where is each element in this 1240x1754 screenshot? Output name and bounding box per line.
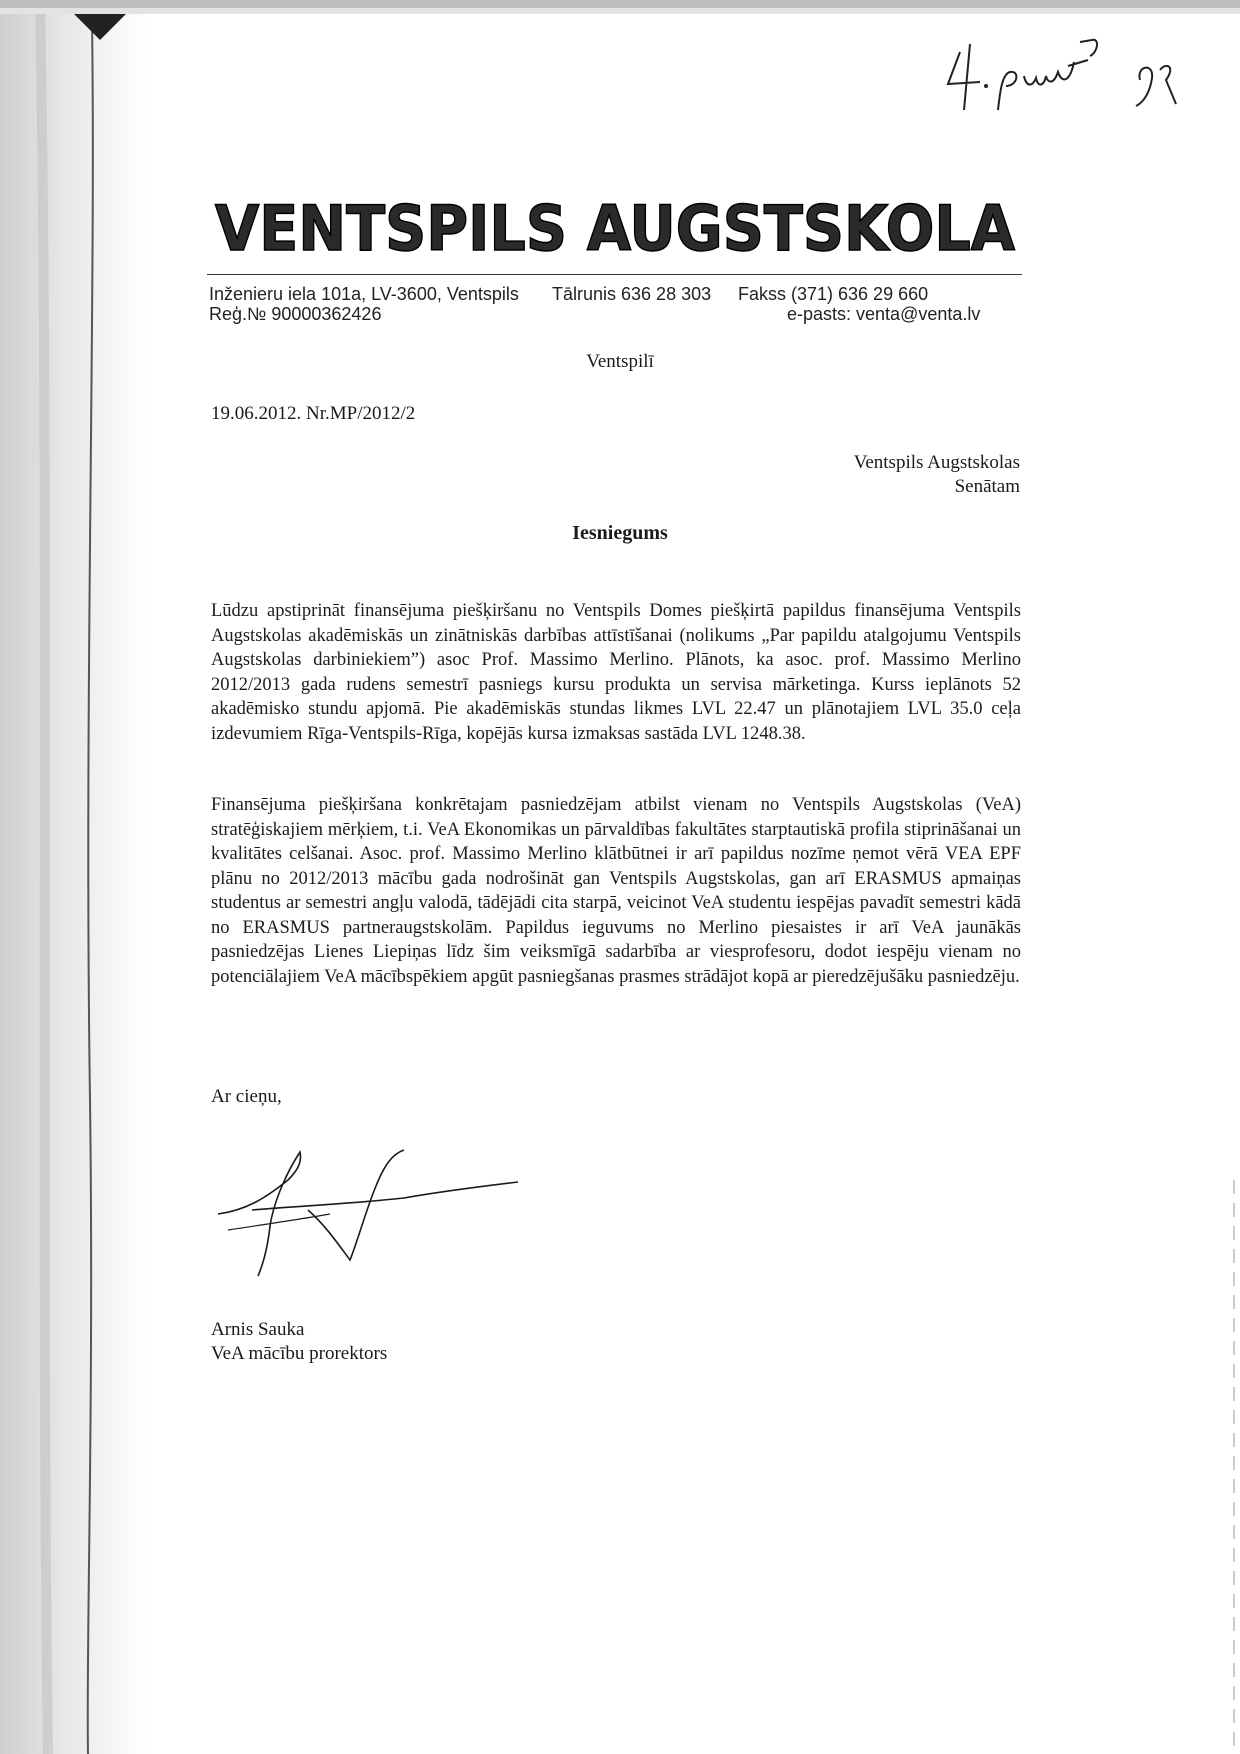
letterhead-phone: Tālrunis 636 28 303 [552, 284, 712, 304]
paragraph-1: Lūdzu apstiprināt finansējuma piešķiršanu no Ventspils Domes piešķirtā papildus finansējuma Ventspils Augstskolas akadēmiskās un zinātniskās darbības attīstīšanai (nolikums „Par papildu atalgojumu Ventspils Augstskolas darbiniekiem”) asoc Prof. Massimo Merlino. Plānots, ka asoc. prof. Massimo Merlino 2012/2013 gada rudens semestrī pasniegs kursu produkta un servisa mārketinga. Kurss ieplānots 52 akadēmisko stundu apjomā. Pie akadēmiskās stundas likmes LVL 22.47 un plānotajiem LVL 35.0 ceļa izdevumiem Rīga-Ventspils-Rīga, kopējās kursa izmaksas sastāda LVL 1248.38. [211, 601, 1021, 744]
recipient-line-1: Ventspils Augstskolas [853, 452, 1020, 473]
paragraph-2: Finansējuma piešķiršana konkrētajam pasniedzējam atbilst vienam no Ventspils Augstskolas (VeA) stratēģiskajiem mērķiem, t.i. VeA Ekonomikas un pārvaldības fakultātes starptautiskā profila stiprināšanai un kvalitātes celšanai. Asoc. prof. Massimo Merlino klātbūtnei ir arī papildus nozīme ņemot vērā VEA EPF plānu no 2012/2013 mācību gada nodrošināt gan Ventspils Augstskolas, gan arī ERASMUS apmaiņas studentus ar semestri angļu valodā, tādējādi cita starpā, veicinot VeA studentu iespējas pavadīt semestri kādā no ERASMUS partneraugstskolām. Papildus ieguvums no Merlino piesaistes ir arī VeA jaunākās pasniedzējas Lienes Liepiņas līdz šim veiksmīgā sadarbība ar viesprofesoru, dodot iespēju vienam no potenciālajiem VeA mācībspēkiem apgūt pasniegšanas prasmes strādājot kopā ar pieredzējušāku pasniedzēju. [211, 795, 1021, 987]
document-title: Iesniegums [572, 522, 668, 544]
letterhead-address: Inženieru iela 101a, LV-3600, Ventspils [209, 284, 519, 304]
place: Ventspilī [586, 351, 654, 372]
scan-binding-shadow [0, 0, 150, 1754]
recipient-line-2: Senātam [954, 476, 1020, 497]
university-logo [205, 196, 1025, 258]
letterhead-rule [207, 274, 1022, 275]
scan-top-edge [0, 0, 1240, 14]
signatory-position: VeA mācību prorektors [211, 1343, 388, 1364]
signature [208, 1140, 528, 1280]
letterhead-fax: Fakss (371) 636 29 660 [738, 284, 929, 304]
closing: Ar cieņu, [211, 1086, 282, 1107]
handwritten-annotation [940, 22, 1220, 112]
signatory-name: Arnis Sauka [211, 1319, 305, 1340]
letterhead-email: e-pasts: venta@venta.lv [787, 304, 981, 324]
svg-text:VENTSPILS AUGSTSKOLA: VENTSPILS AUGSTSKOLA [215, 196, 1016, 258]
date-reference: 19.06.2012. Nr.MP/2012/2 [211, 403, 416, 424]
scan-right-edge [1228, 1180, 1240, 1754]
letterhead-reg-no: Reģ.№ 90000362426 [209, 304, 382, 324]
